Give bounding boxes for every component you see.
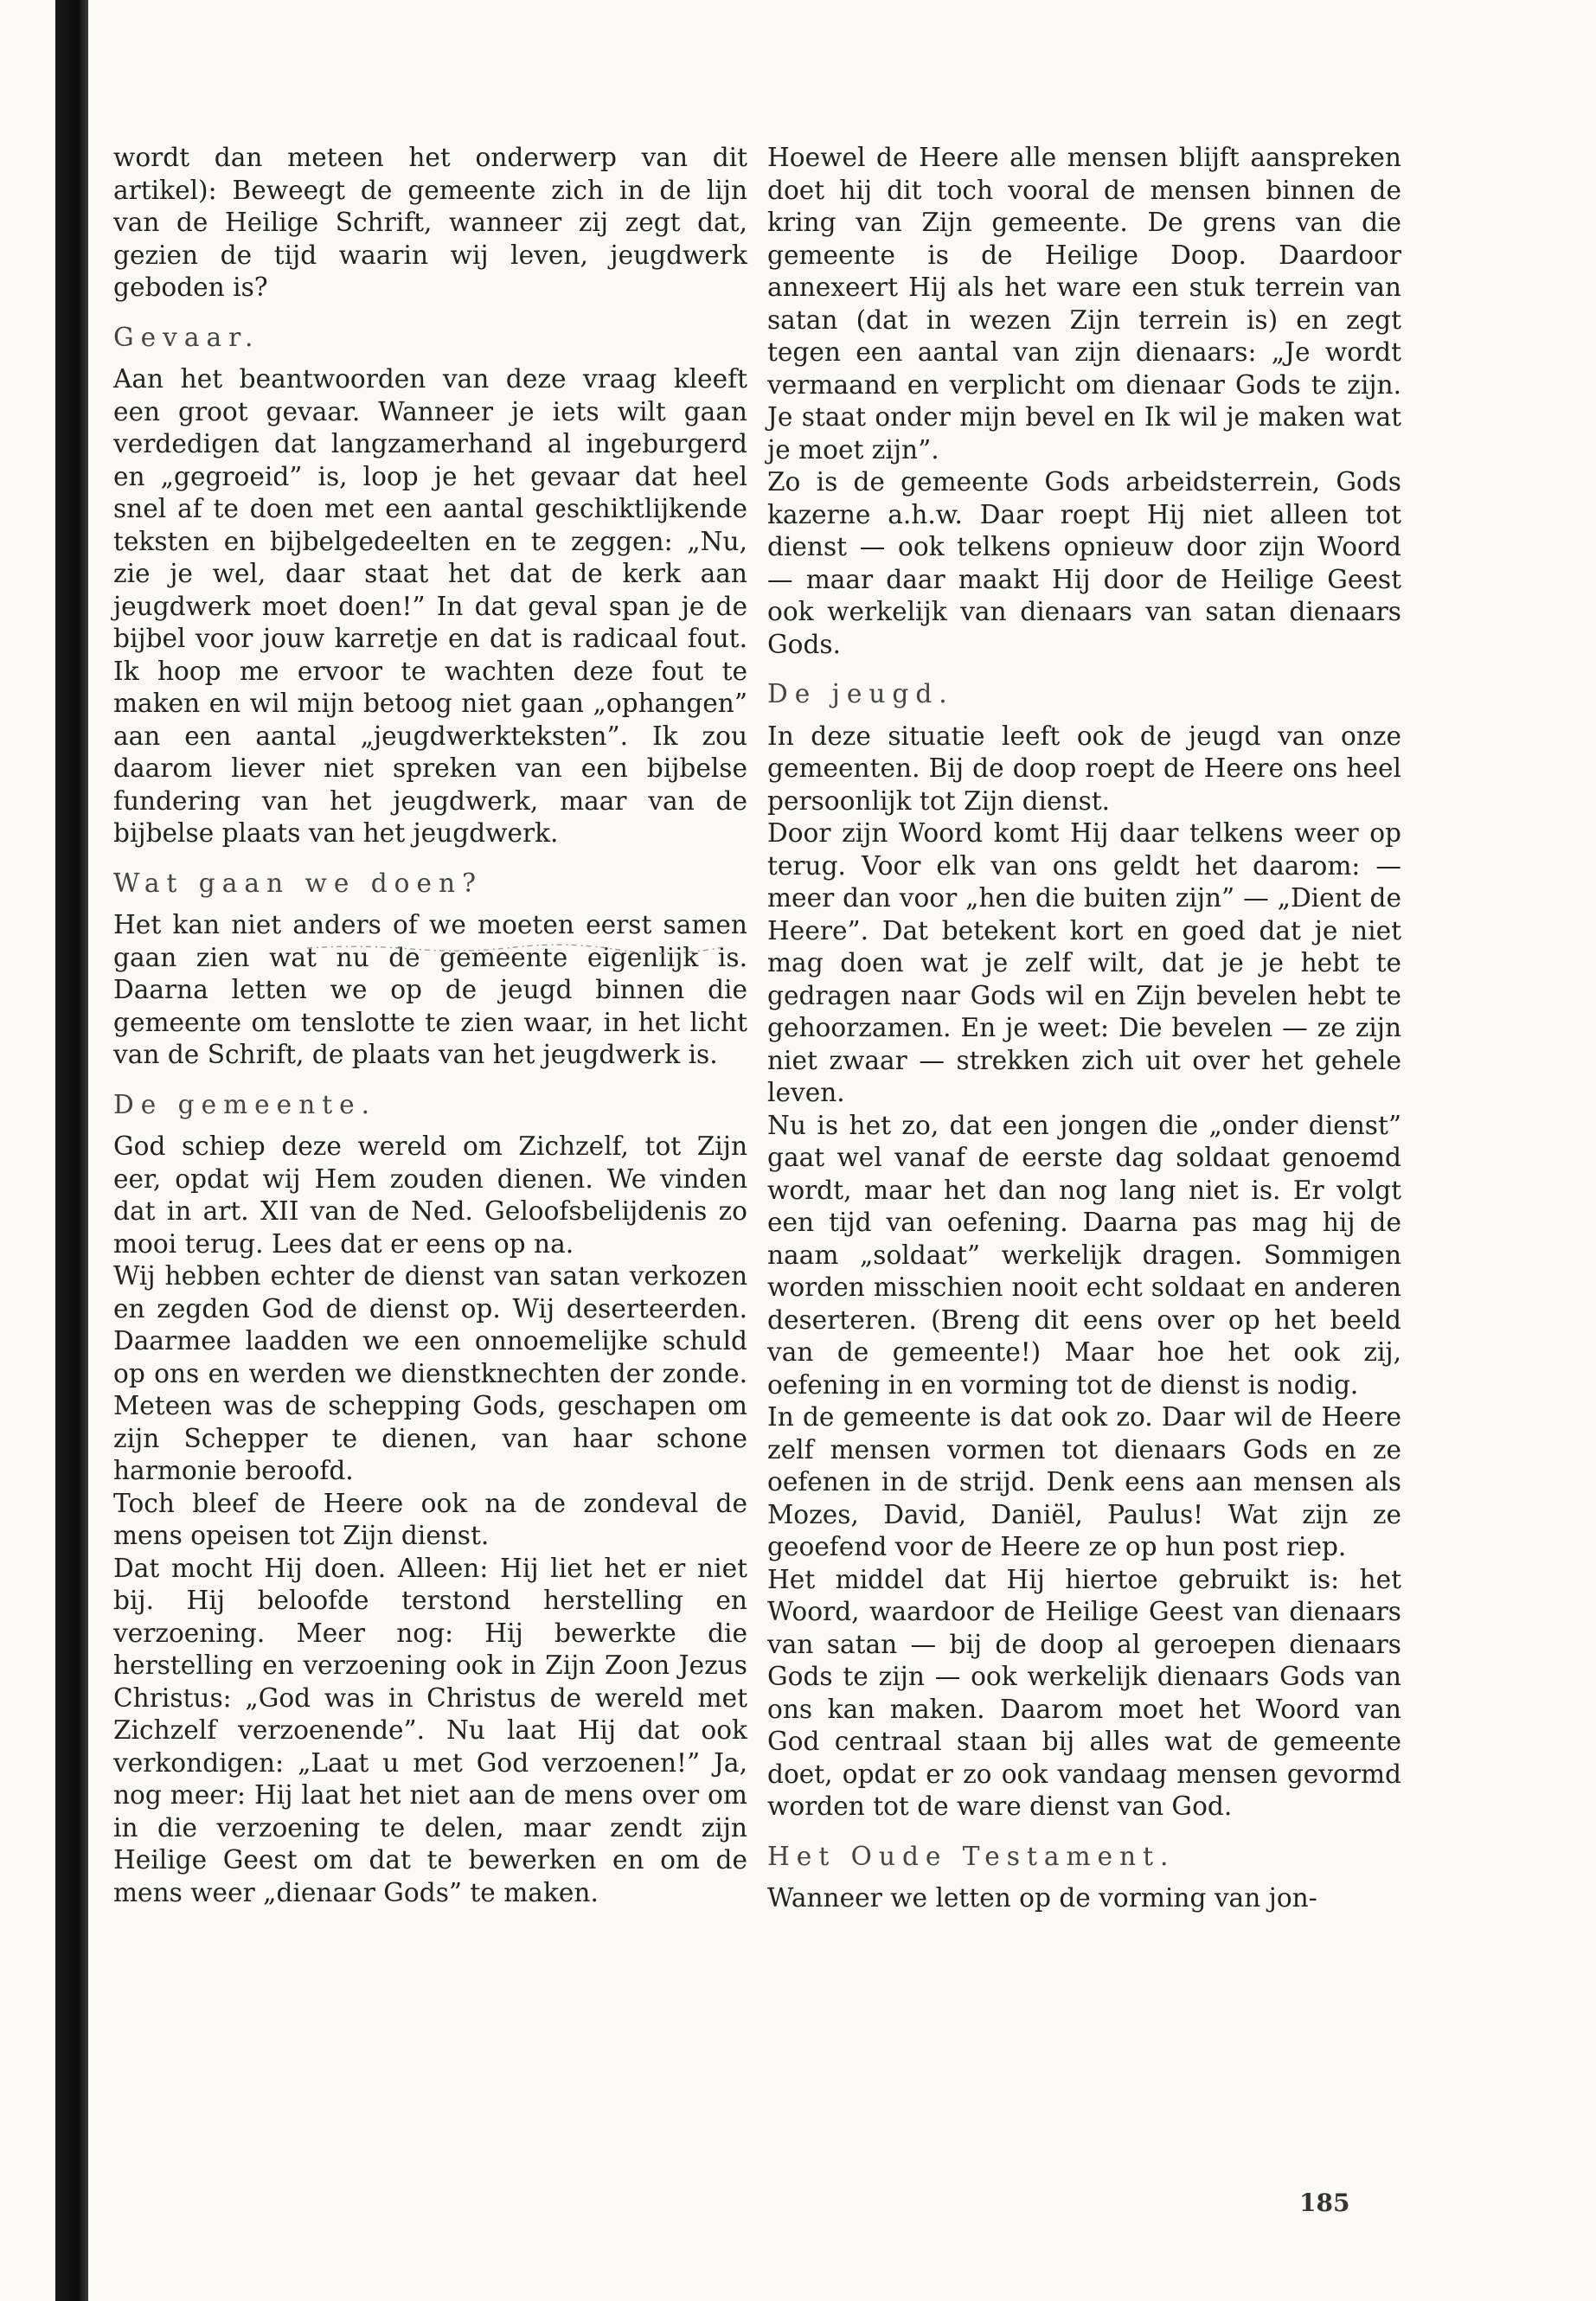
paragraph: Het middel dat Hij hiertoe gebruikt is: het Woord, waardoor de Heilige Geest van dienaars van satan — bij de doop al geroepen dienaars Gods te zijn — ook werkelijk dienaars Gods van ons kan maken. Daarom moet het Woord van God centraal staan bij alles wat de gemeente doet, opdat er zo ook vandaag mensen gevormd worden tot de ware dienst van God. <box>767 1564 1401 1821</box>
section-heading-de-jeugd: De jeugd. <box>767 679 954 708</box>
page-number: 185 <box>1299 2189 1350 2217</box>
paragraph: Dat mocht Hij doen. Alleen: Hij liet het er niet bij. Hij beloofde terstond herstelling en verzoening. Meer nog: Hij bewerkte die herstelling en verzoening ook in Zijn Zoon Jezus Christus: „God was in Christus de wereld met Zichzelf verzoenende”. Nu laat Hij dat ook verkondigen: „Laat u met God verzoenen!” Ja, nog meer: Hij laat het niet aan de mens over om in die verzoening te delen, maar zendt zijn Heilige Geest om dat te bewerken en om de mens weer „dienaar Gods” te maken. <box>113 1553 747 1907</box>
scan-edge-shadow <box>55 0 88 2301</box>
paragraph: In de gemeente is dat ook zo. Daar wil de Heere zelf mensen vormen tot dienaars Gods en ze oefenen in de strijd. Denk eens aan mensen als Mozes, David, Daniël, Paulus! Wat zijn ze geoefend voor de Heere ze op hun post riep. <box>767 1402 1401 1561</box>
paragraph: Toch bleef de Heere ook na de zondeval de mens opeisen tot Zijn dienst. <box>113 1488 747 1550</box>
paragraph: God schiep deze wereld om Zichzelf, tot Zijn eer, opdat wij Hem zouden dienen. We vinden dat in art. XII van de Ned. Geloofsbelijdenis zo mooi terug. Lees dat er eens op na. <box>113 1131 747 1259</box>
paragraph: Nu is het zo, dat een jongen die „onder dienst” gaat wel vanaf de eerste dag soldaat genoemd wordt, maar het dan nog lang niet is. Er volgt een tijd van oefening. Daarna pas mag hij de naam „soldaat” werkelijk dragen. Sommigen worden misschien nooit echt soldaat en anderen deserteren. (Breng dit eens over op het beeld van de gemeente!) Maar hoe het ook zij, oefening in en vorming tot de dienst is nodig. <box>767 1110 1401 1400</box>
paragraph: Door zijn Woord komt Hij daar telkens weer op terug. Voor elk van ons geldt het daarom: — meer dan voor „hen die buiten zijn” — „Dient de Heere”. Dat betekent kort en goed dat je niet mag doen wat je zelf wilt, dat je je hebt te gedragen naar Gods wil en Zijn bevelen hebt te gehoorzamen. En je weet: Die bevelen — ze zijn niet zwaar — strekken zich uit over het gehele leven. <box>767 818 1401 1107</box>
paragraph: Hoewel de Heere alle mensen blijft aanspreken doet hij dit toch vooral de mensen binnen de kring van Zijn gemeente. De grens van die gemeente is de Heilige Doop. Daardoor annexeert Hij als het ware een stuk terrein van satan (dat in wezen Zijn terrein is) en zegt tegen een aantal van zijn dienaars: „Je wordt vermaand en verplicht om dienaar Gods te zijn. Je staat onder mijn bevel en Ik wil je maken wat je moet zijn”. <box>767 143 1401 465</box>
section-heading-gevaar: Gevaar. <box>113 322 260 352</box>
paragraph: Wanneer we letten op de vorming van jon- <box>767 1883 1317 1913</box>
paragraph: Wij hebben echter de dienst van satan verkozen en zegden God de dienst op. Wij deserteerden. Daarmee laadden we een onnoemelijke schuld op ons en werden we dienstknechten der zonde. Meteen was de schepping Gods, geschapen om zijn Schepper te dienen, van haar schone harmonie beroofd. <box>113 1261 747 1485</box>
paragraph: Aan het beantwoorden van deze vraag kleeft een groot gevaar. Wanneer je iets wilt gaan verdedigen dat langzamerhand al ingeburgerd en „gegroeid” is, loop je het gevaar dat heel snel af te doen met een aantal geschiktlijkende teksten en bijbelgedeelten en te zeggen: „Nu, zie je wel, daar staat het dat de kerk aan jeugdwerk moet doen!” In dat geval span je de bijbel voor jouw karretje en dat is radicaal fout. Ik hoop me ervoor te wachten deze fout te maken en wil mijn betoog niet gaan „ophangen” aan een aantal „jeugdwerkteksten”. Ik zou daarom liever niet spreken van een bijbelse fundering van het jeugdwerk, maar van de bijbelse plaats van het jeugdwerk. <box>113 364 747 848</box>
paragraph: wordt dan meteen het onderwerp van dit artikel): Beweegt de gemeente zich in de lijn van de Heilige Schrift, wanneer zij zegt dat, gezien de tijd waarin wij leven, jeugdwerk geboden is? <box>113 143 747 302</box>
paragraph: Zo is de gemeente Gods arbeidsterrein, Gods kazerne a.h.w. Daar roept Hij niet alleen tot dienst — ook telkens opnieuw door zijn Woord — maar daar maakt Hij door de Heilige Geest ook werkelijk van dienaars van satan dienaars Gods. <box>767 467 1401 659</box>
left-column <box>113 142 747 1909</box>
scan-smudge-mark <box>307 939 727 955</box>
paragraph: In deze situatie leeft ook de jeugd van onze gemeenten. Bij de doop roept de Heere ons heel persoonlijk tot Zijn dienst. <box>767 721 1401 816</box>
right-column <box>767 142 1401 1915</box>
section-heading-de-gemeente: De gemeente. <box>113 1089 377 1119</box>
section-heading-wat-gaan-we-doen: Wat gaan we doen? <box>113 868 483 898</box>
paragraph: Het kan niet anders of we moeten eerst samen gaan zien wat nu de gemeente eigenlijk is. Daarna letten we op de jeugd binnen die gemeente om tenslotte te zien waar, in het licht van de Schrift, de plaats van het jeugdwerk is. <box>113 910 747 1069</box>
section-heading-het-oude-testament: Het Oude Testament. <box>767 1841 1176 1871</box>
